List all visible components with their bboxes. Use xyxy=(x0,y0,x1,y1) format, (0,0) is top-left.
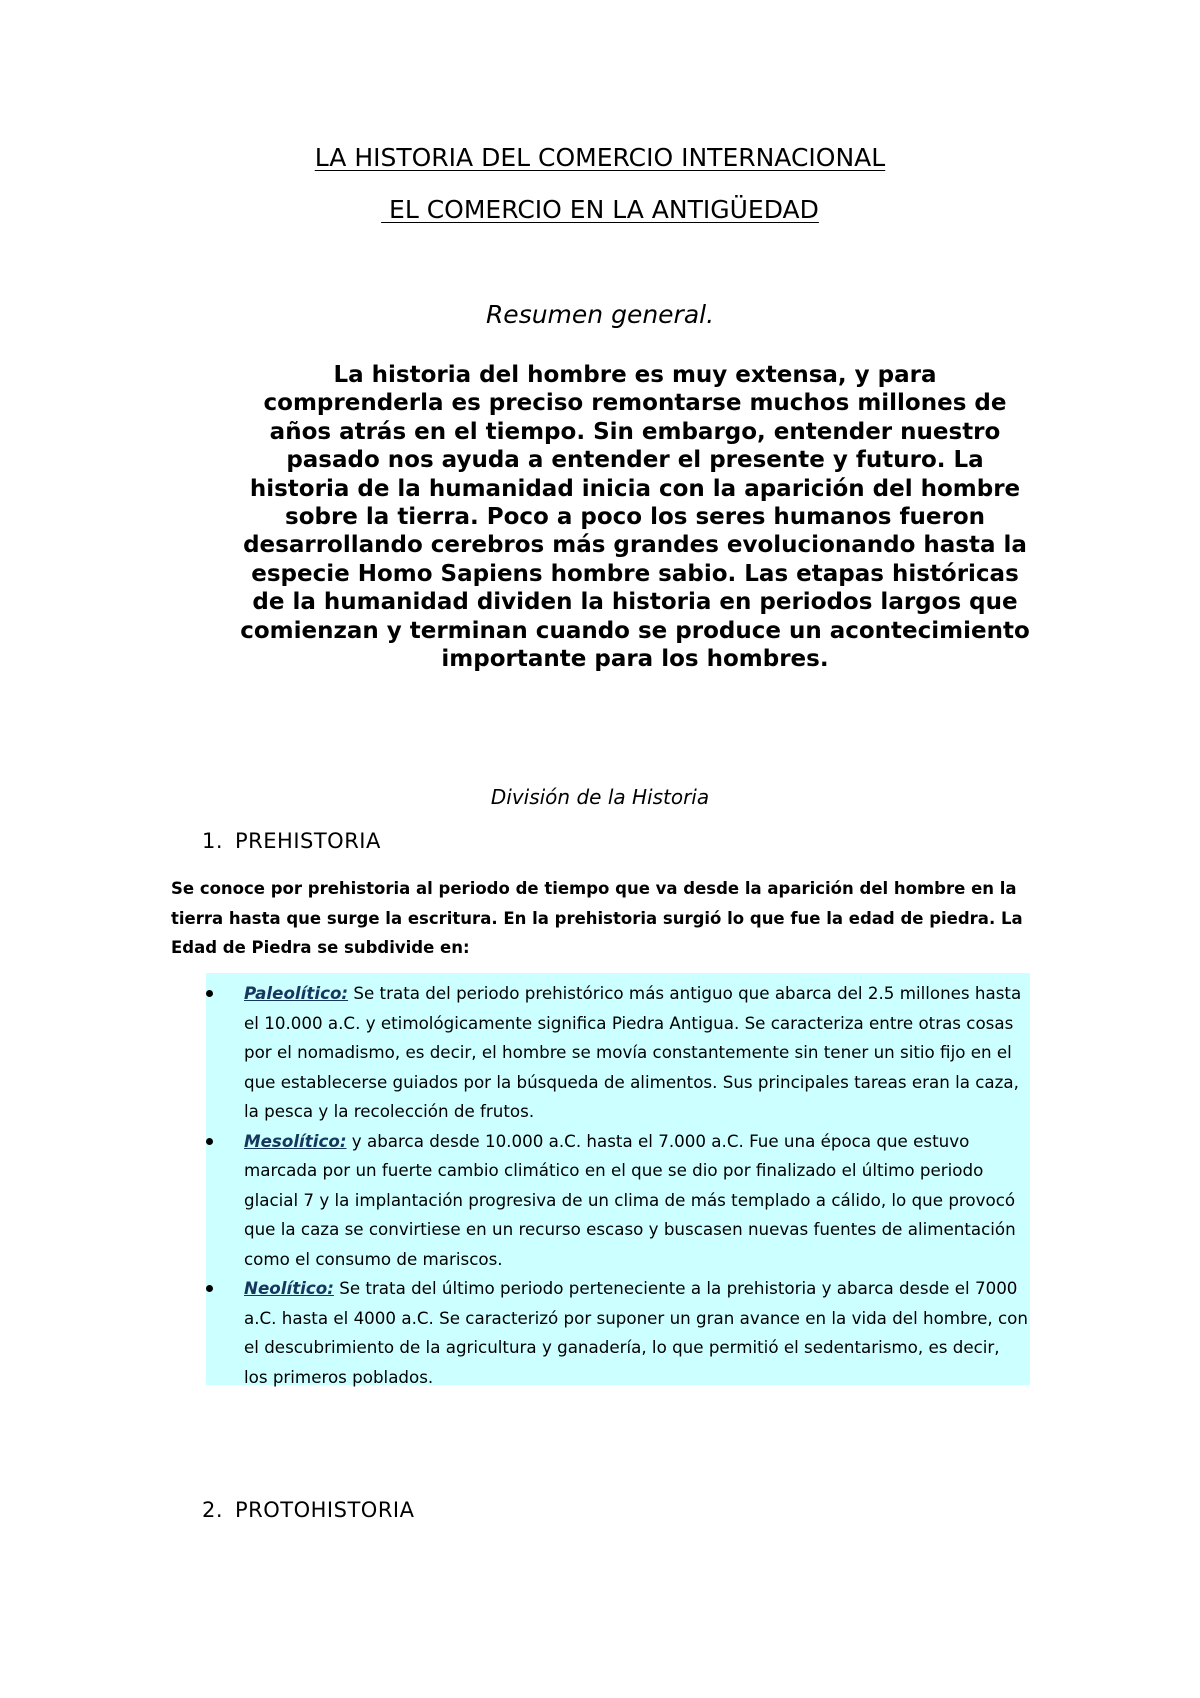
section-heading-prehistoria xyxy=(202,829,381,853)
document-subtitle: EL COMERCIO EN LA ANTIGÜEDAD xyxy=(381,195,819,224)
section-title: PREHISTORIA xyxy=(235,829,381,853)
bullet-icon xyxy=(206,990,213,997)
term-description: Se trata del último periodo perteneciente a la prehistoria y abarca desde el 7000 a.C. hasta el 4000 a.C. Se caracterizó por suponer un gran avance en la vida del hombre, con el descubrimiento de la agricultura y ganadería, lo que permitió el sedentarismo, es decir, los primeros poblados. xyxy=(244,1278,1028,1387)
document-title: LA HISTORIA DEL COMERCIO INTERNACIONAL xyxy=(314,143,886,172)
term-label: Paleolítico: xyxy=(244,983,349,1003)
term-description: Se trata del periodo prehistórico más antiguo que abarca del 2.5 millones hasta el 10.000 a.C. y etimológicamente significa Piedra Antigua. Se caracteriza entre otras cosas por el nomadismo, es decir, el hombre se movía constantemente sin tener un sitio fijo en el que establecerse guiados por la búsqueda de alimentos. Sus principales tareas eran la caza, la pesca y la recolección de frutos. xyxy=(244,983,1022,1121)
stone-age-list xyxy=(206,979,1028,1392)
term-description: y abarca desde 10.000 a.C. hasta el 7.000 a.C. Fue una época que estuvo marcada por un fuerte cambio climático en el que se dio por finalizado el último periodo glacial 7 y la implantación progresiva de un clima de más templado a cálido, lo que provocó que la caza se convirtiese en un recurso escaso y buscasen nuevas fuentes de alimentación como el consumo de mariscos. xyxy=(244,1130,1016,1269)
summary-paragraph: La historia del hombre es muy extensa, y para comprenderla es preciso remontarse muchos millones de años atrás en el tiempo. Sin embargo, entender nuestro pasado nos ayuda a entender el presente y futuro. La historia de la humanidad inicia con la aparición del hombre sobre la tierra. Poco a poco los seres humanos fueron desarrollando cerebros más grandes evolucionando hasta la especie Homo Sapiens hombre sabio. Las etapas históricas de la humanidad dividen la historia en periodos largos que comienzan y terminan cuando se produce un acontecimiento importante para los hombres. xyxy=(240,362,1030,673)
section-intro-paragraph: Se conoce por prehistoria al periodo de tiempo que va desde la aparición del hombre en la tierra hasta que surge la escritura. En la prehistoria surgió lo que fue la edad de piedra. La Edad de Piedra se subdivide en: xyxy=(171,879,1023,957)
section-number: 1. xyxy=(202,829,224,853)
list-item-neolitico xyxy=(206,1274,1028,1392)
bullet-icon xyxy=(206,1138,213,1145)
division-heading: División de la Historia xyxy=(490,785,710,809)
bullet-icon xyxy=(206,1285,213,1292)
term-label: Neolítico: xyxy=(244,1278,334,1298)
section-number: 2. xyxy=(202,1498,224,1522)
list-item-paleolitico xyxy=(206,979,1028,1127)
summary-heading: Resumen general. xyxy=(485,300,715,329)
term-label: Mesolítico: xyxy=(244,1130,347,1151)
section-heading-protohistoria xyxy=(202,1498,414,1522)
section-title: PROTOHISTORIA xyxy=(235,1498,415,1522)
list-item-mesolitico xyxy=(206,1127,1028,1275)
